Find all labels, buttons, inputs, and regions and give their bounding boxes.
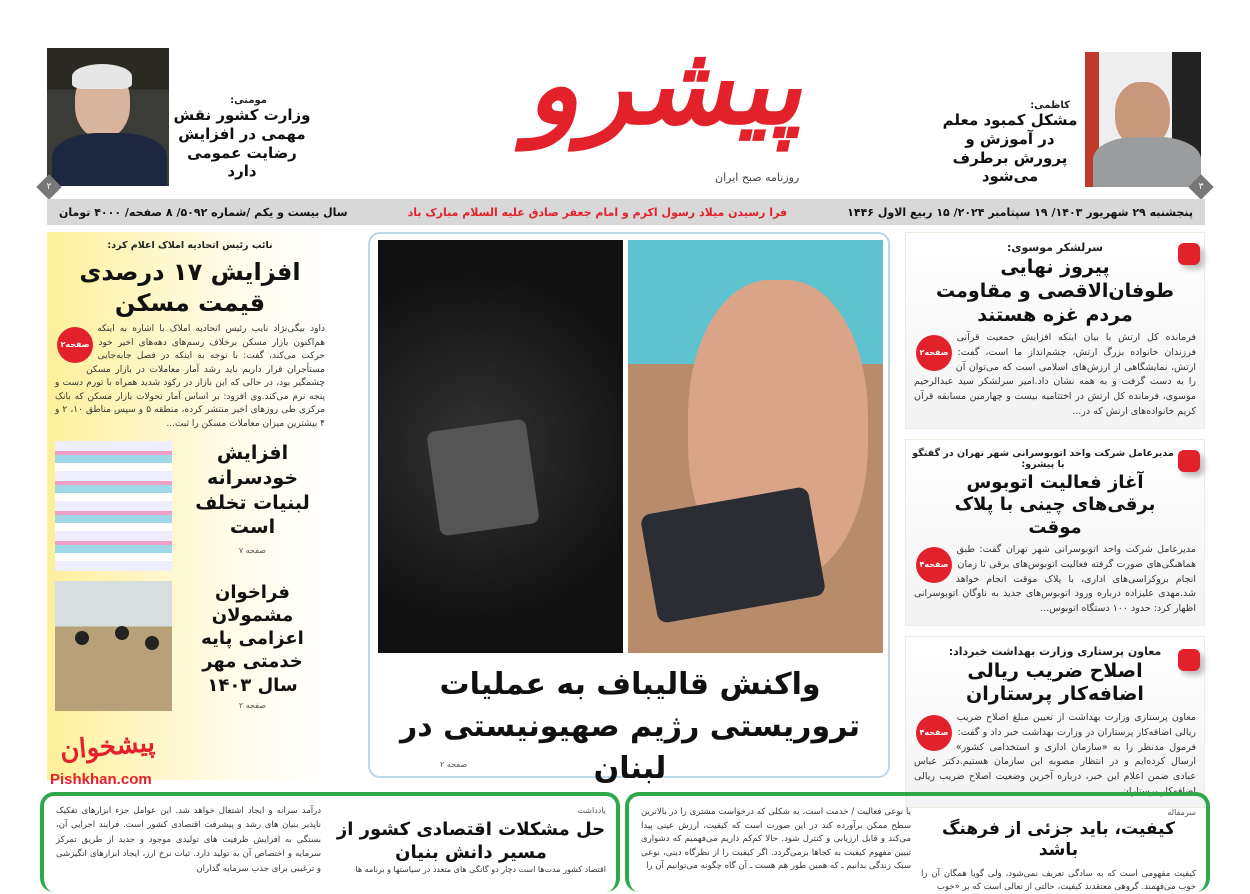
kicker: مومنی: (230, 95, 267, 106)
headline: افزایش خودسرانه لبنیات تخلف است (195, 442, 310, 539)
headline: کیفیت، باید جزئی از فرهنگ باشد (942, 819, 1175, 861)
top-right-teaser[interactable] (940, 100, 1080, 186)
section-label: سرمقاله (1167, 808, 1196, 817)
conscription-story[interactable] (55, 581, 325, 711)
left-column-content (55, 240, 325, 711)
pishkhan-watermark: پیشخوان (58, 727, 156, 767)
housing-story[interactable] (55, 240, 325, 431)
dairy-shelves-photo (55, 441, 172, 571)
burned-device-in-hand-photo (628, 240, 883, 653)
greeting: فرا رسیدن میلاد رسول اکرم و امام جعفر صادق علیه السلام مبارک باد (407, 205, 788, 219)
body-text: کیفیت مفهومی است که به سادگی تعریف نمی‌شود، ولی گویا همگان آن را خوب می‌فهمند. گروهی معتقدند کیفیت، حالتی از تعالی است که بر «خوب (921, 868, 1196, 892)
lead-headline-block (385, 664, 875, 790)
top-left-teaser[interactable] (172, 95, 312, 181)
kicker: سرلشکر موسوی: (1007, 241, 1103, 254)
headline: مشکل کمبود معلم در آموزش و پرورش برطرف می‌شود (942, 111, 1078, 186)
headline: وزارت کشور نقش مهمی در افزایش رضایت عمومی دارد (173, 106, 311, 181)
section-label: یادداشت (577, 806, 606, 815)
pishkhan-watermark-url: Pishkhan.com (50, 771, 152, 788)
page-badge[interactable]: صفحه۲ (916, 335, 952, 371)
damaged-pager-photo (378, 240, 623, 653)
body-text-column: درآمد سرانه و ایجاد اشتغال خواهد شد. این عوامل جزء ابزارهای تفکیک ناپذیر بنیان های رشد و پیشرفت اقتصادی کشور است. فرایند اجرایی آن، بستگی به افزایش ظرفیت های تولیدی موجود و جدید از طریق تمرکز سرمایه و اختصاص آن به تولید دارد. ثبات نرخ ارز، ایجاد ابزارهای انگیزشی و ترغیبی برای جذب سرمایه گذاران (56, 806, 321, 874)
editorial-box[interactable] (625, 792, 1210, 892)
dairy-story[interactable] (55, 441, 325, 571)
body-text: فرمانده کل ارتش با بیان اینکه افزایش جمعیت قرآنی فرزندان خانواده بزرگ ارتش، چشم‌انداز ما است، گفت: ارتش، نمایشگاهی از ارزش‌های اسلامی است که می‌توان آن را به دست گرفت و به همه نشان داد.امیر سرلشکر سید عبدالرحیم موسوی، فرمانده کل ارتش در اختتامیه بیست و چهارمین مسابقه قرآن کریم خانواده‌های ارتش که در... (914, 332, 1196, 417)
issue-info: سال بیست و یکم /شماره ۵۰۹۲/ ۸ صفحه/ ۴۰۰۰ تومان (59, 205, 348, 219)
page-ref: صفحه ۲ (238, 700, 267, 710)
photo-momeni (47, 48, 169, 186)
body-text-column: یا نوعی فعالیت / خدمت است، به شکلی که درخواست مشتری را در بالاترین سطح ممکن برآورده کند در این صورت است که کیفیت، ارزش عینی پیدا می‌کند و قابل ارزیابی و کنترل شود. حالا کم‌کم داریم می‌فهمیم که دشواری تبیین مفهوم کیفیت به کجاها برمی‌گردد. اگر کیفیت را از نظرگاه دینی، نوعی سبک زندگی بدانیم ـ که همین طور هم هست ـ آن گاه چگونه می‌توانیم آن را (641, 807, 911, 872)
tagline: روزنامه صبح ایران (715, 171, 800, 184)
right-story-1[interactable] (905, 232, 1205, 429)
right-column (905, 232, 1205, 808)
bullet-icon (1178, 649, 1200, 671)
bullet-icon (1178, 243, 1200, 265)
page-badge[interactable]: صفحه۲ (57, 327, 93, 363)
bullet-icon (1178, 450, 1200, 472)
kicker: کاظمی: (1030, 100, 1070, 111)
right-story-2[interactable] (905, 439, 1205, 626)
page-marker-icon: ۲ (36, 174, 61, 199)
kicker: نائب رئیس اتحادیه املاک اعلام کرد: (107, 240, 273, 251)
body-text: اقتصاد کشور مدت‌ها است دچار دو گانگی های متعدد در سیاستها و برنامه ها (355, 865, 606, 874)
page-ref: صفحه ۲ (440, 760, 468, 769)
headline: پیروز نهایی طوفان‌الاقصی و مقاومت مردم غزه هستند (936, 256, 1174, 326)
opinion-box[interactable] (40, 792, 620, 892)
body-text: داود بیگی‌نژاد نایب رئیس اتحادیه املاک با اشاره به اینکه هم‌اکنون بازار مسکن برخلاف رسم‌های دهه‌های اخیر خود حرکت می‌کند، گفت: با توجه به اینکه در فصل جابه‌جایی مستأجران قرار داریم باید رشد آمار معاملات در بازار مسکن چشمگیر بود، در حالی که این بازار در رکود شدید همراه با تورم دست و پنجه نرم می‌کند.وی افزود: بر اساس آمار تحولات بازار مسکن که بانک مرکزی طی روزهای اخیر منتشر کرده، منطقه ۵ و سپس مناطق ۱۰، ۲ و ۴ بیشترین میزان معاملات مسکن را ثبت... (55, 324, 326, 429)
issue-date: پنجشنبه ۲۹ شهریور ۱۴۰۳/ ۱۹ سپتامبر ۲۰۲۴/ ۱۵ ربیع الاول ۱۴۴۶ (847, 205, 1193, 219)
kicker: معاون پرستاری وزارت بهداشت خبرداد: (948, 644, 1162, 658)
photo-kazemi (1085, 52, 1201, 187)
soldiers-photo (55, 581, 172, 711)
page-badge[interactable]: صفحه۴ (916, 547, 952, 583)
headline: حل مشکلات اقتصادی کشور از مسیر دانش بنیان (336, 819, 606, 863)
body-text: مدیرعامل شرکت واحد اتوبوسرانی شهر تهران گفت: طبق هماهنگی‌های صورت گرفته فعالیت اتوبوس‌های برقی تا زمان انجام بروکراسی‌های اداری، با پلاک موقت انجام خواهد شد.مهدی علیزاده درباره ورود اتوبوس‌های جدید به ناوگان اتوبوسرانی اظهار کرد: حدود ۱۰۰ دستگاه اتوبوس... (914, 544, 1196, 614)
newspaper-logo: پیشرو روزنامه صبح ایران (521, 20, 825, 184)
headline: واکنش قالیباف به عملیات تروریستی رژیم صهیونیستی در لبنان (399, 667, 861, 786)
page-ref: صفحه ۷ (238, 546, 267, 556)
headline: فراخوان مشمولان اعزامی پایه خدمتی مهر سال ۱۴۰۳ (201, 582, 304, 696)
headline: افزایش ۱۷ درصدی قیمت مسکن (79, 258, 301, 318)
headline: اصلاح ضریب ریالی اضافه‌کار پرستاران (966, 659, 1144, 706)
right-story-3[interactable] (905, 636, 1205, 809)
body-text: معاون پرستاری وزارت بهداشت از تعیین مبلغ اصلاح ضریب ریالی اضافه‌کار پرستاران در وزارت بهداشت خبر داد و گفت: فرمول مدنظر را به «سازمان اداری و استخدامی کشور» ارسال کرده‌ایم و در انتظار مصوبه این سازمان هستیم.دکتر عباس عبادی ضمن اعلام این خبر، درباره آخرین وضعیت اصلاح ضریب ریالی اضافه‌کار پرستاران... (914, 712, 1196, 797)
kicker: مدیرعامل شرکت واحد اتوبوسرانی شهر تهران در گفتگو با پیشرو: (912, 447, 1174, 470)
headline: آغاز فعالیت اتوبوس برقی‌های چینی با پلاک موقت (954, 471, 1156, 538)
page-badge[interactable]: صفحه۴ (916, 715, 952, 751)
page-marker-icon: ۳ (1188, 174, 1213, 199)
date-bar (47, 199, 1205, 225)
